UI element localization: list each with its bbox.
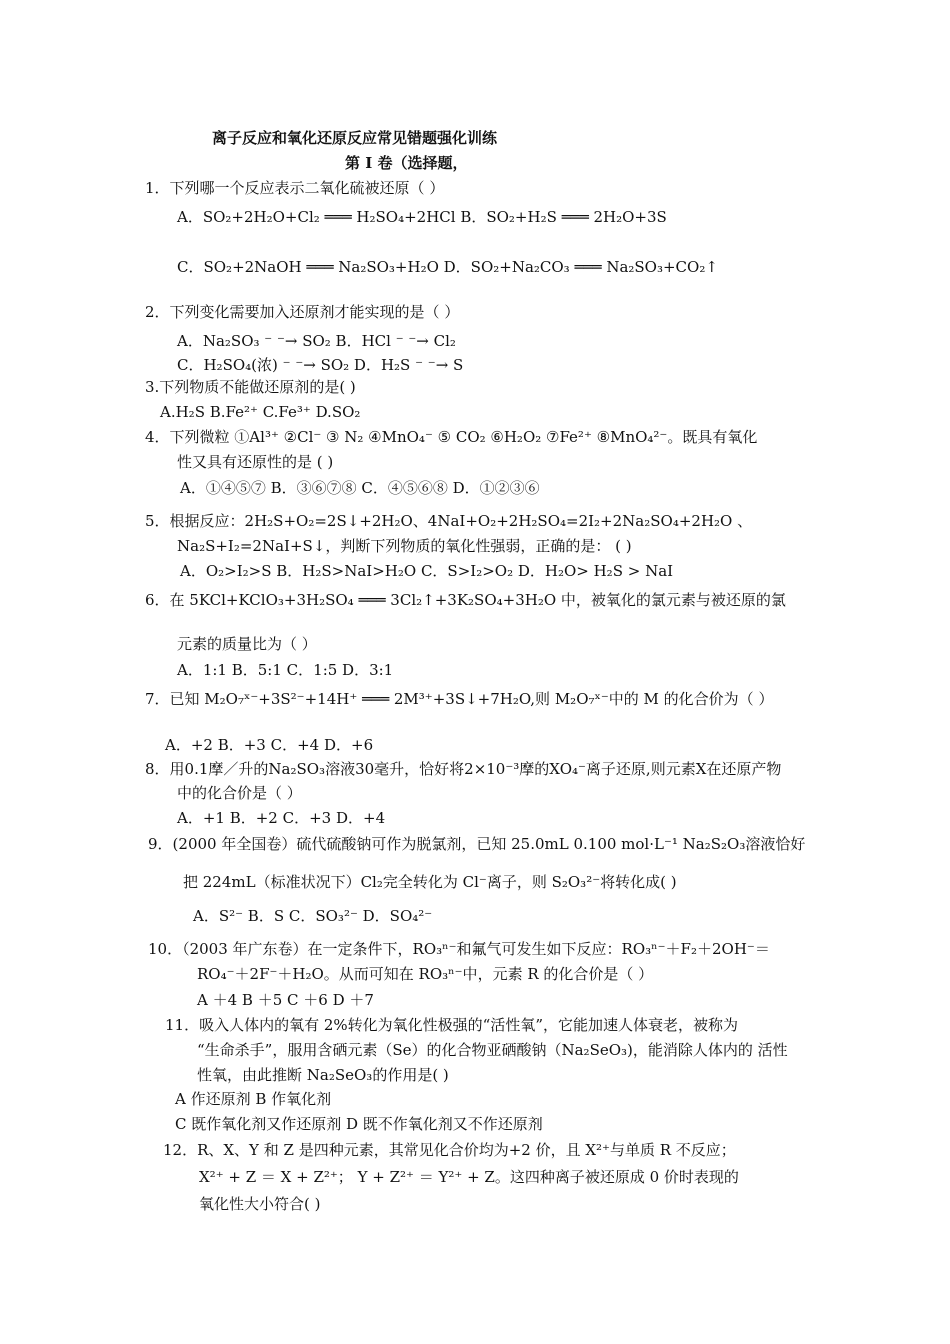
question-11: 11．吸入人体内的氧有 2%转化为氧化性极强的“活性氧”，它能加速人体衰老，被称为	[165, 1016, 738, 1034]
question-9-options: A．S²⁻ B．S C．SO₃²⁻ D．SO₄²⁻	[193, 907, 433, 925]
question-8-options: A．+1 B．+2 C．+3 D．+4	[177, 809, 386, 827]
question-9-cont: 把 224mL（标准状况下）Cl₂完全转化为 Cl⁻离子，则 S₂O₃²⁻将转化成( )	[183, 873, 677, 891]
section-heading: 第 I 卷（选择题，	[345, 154, 468, 172]
question-6-cont: 元素的质量比为（ ）	[177, 635, 317, 653]
question-1-options-ab: A．SO₂+2H₂O+Cl₂ ═══ H₂SO₄+2HCl B．SO₂+H₂S ═══ 2H₂O+3S	[177, 208, 667, 226]
question-7-options: A．+2 B．+3 C．+4 D．+6	[165, 736, 374, 754]
question-1-options-cd: C．SO₂+2NaOH ═══ Na₂SO₃+H₂O D．SO₂+Na₂CO₃ ═══ Na₂SO₃+CO₂↑	[177, 258, 718, 276]
question-12-cont: X²⁺ + Z ＝ X + Z²⁺； Y + Z²⁺ ＝ Y²⁺ + Z。这四种离子被还原成 0 价时表现的	[199, 1168, 739, 1186]
question-5-options: A．O₂>I₂>S B．H₂S>NaI>H₂O C．S>I₂>O₂ D．H₂O> H₂S > NaI	[180, 562, 674, 580]
question-7: 7．已知 M₂O₇ˣ⁻+3S²⁻+14H⁺ ═══ 2M³⁺+3S↓+7H₂O,则 M₂O₇ˣ⁻中的 M 的化合价为（ ）	[145, 690, 774, 708]
question-11-options-ab: A 作还原剂 B 作氧化剂	[175, 1090, 332, 1108]
question-3-options: A.H₂S B.Fe²⁺ C.Fe³⁺ D.SO₂	[160, 403, 361, 421]
question-6: 6．在 5KCl+KClO₃+3H₂SO₄ ═══ 3Cl₂↑+3K₂SO₄+3H₂O 中，被氧化的氯元素与被还原的氯	[145, 591, 786, 609]
question-2-options-cd: C．H₂SO₄(浓) ⁻ ⁻→ SO₂ D．H₂S ⁻ ⁻→ S	[177, 356, 464, 374]
question-4-options: A．①④⑤⑦ B．③⑥⑦⑧ C．④⑤⑥⑧ D．①②③⑥	[180, 479, 540, 497]
question-8: 8．用0.1摩／升的Na₂SO₃溶液30毫升，恰好将2×10⁻³摩的XO₄⁻离子还原,则元素X在还原产物	[145, 760, 782, 778]
question-6-options: A．1:1 B．5:1 C．1:5 D．3:1	[177, 661, 394, 679]
question-4-cont: 性又具有还原性的是 ( )	[177, 453, 334, 471]
document-title: 离子反应和氧化还原反应常见错题强化训练	[212, 129, 498, 147]
question-8-cont: 中的化合价是（ ）	[177, 784, 302, 802]
question-12: 12．R、X、Y 和 Z 是四种元素，其常见化合价均为+2 价，且 X²⁺与单质 R 不反应；	[163, 1141, 736, 1159]
question-11-options-cd: C 既作氧化剂又作还原剂 D 既不作氧化剂又不作还原剂	[175, 1115, 543, 1133]
question-12-cont-2: 氧化性大小符合( )	[199, 1195, 321, 1213]
question-10-options: A ＋4 B ＋5 C ＋6 D ＋7	[197, 991, 374, 1009]
question-1: 1．下列哪一个反应表示二氧化硫被还原（ ）	[145, 179, 445, 197]
question-5-cont: Na₂S+I₂=2NaI+S↓，判断下列物质的氧化性强弱，正确的是： ( )	[177, 537, 632, 555]
question-10: 10．（2003 年广东卷）在一定条件下，RO₃ⁿ⁻和氟气可发生如下反应：RO₃ⁿ⁻＋F₂＋2OH⁻＝	[148, 940, 770, 958]
question-10-cont: RO₄⁻＋2F⁻＋H₂O。从而可知在 RO₃ⁿ⁻中，元素 R 的化合价是（ ）	[197, 965, 654, 983]
question-2: 2．下列变化需要加入还原剂才能实现的是（ ）	[145, 303, 460, 321]
question-11-cont-2: 性氧，由此推断 Na₂SeO₃的作用是( )	[197, 1066, 449, 1084]
question-2-options-ab: A．Na₂SO₃ ⁻ ⁻→ SO₂ B．HCl ⁻ ⁻→ Cl₂	[177, 332, 456, 350]
question-5: 5．根据反应：2H₂S+O₂=2S↓+2H₂O、4NaI+O₂+2H₂SO₄=2I₂+2Na₂SO₄+2H₂O 、	[145, 512, 753, 530]
question-9: 9．(2000 年全国卷）硫代硫酸钠可作为脱氯剂，已知 25.0mL 0.100 mol·L⁻¹ Na₂S₂O₃溶液恰好	[148, 835, 806, 853]
question-11-cont: “生命杀手”，服用含硒元素（Se）的化合物亚硒酸钠（Na₂SeO₃)，能消除人体内的 活性	[197, 1041, 788, 1059]
question-4: 4．下列微粒 ①Al³⁺ ②Cl⁻ ③ N₂ ④MnO₄⁻ ⑤ CO₂ ⑥H₂O₂ ⑦Fe²⁺ ⑧MnO₄²⁻。既具有氧化	[145, 428, 758, 446]
question-3: 3.下列物质不能做还原剂的是( )	[145, 378, 356, 396]
